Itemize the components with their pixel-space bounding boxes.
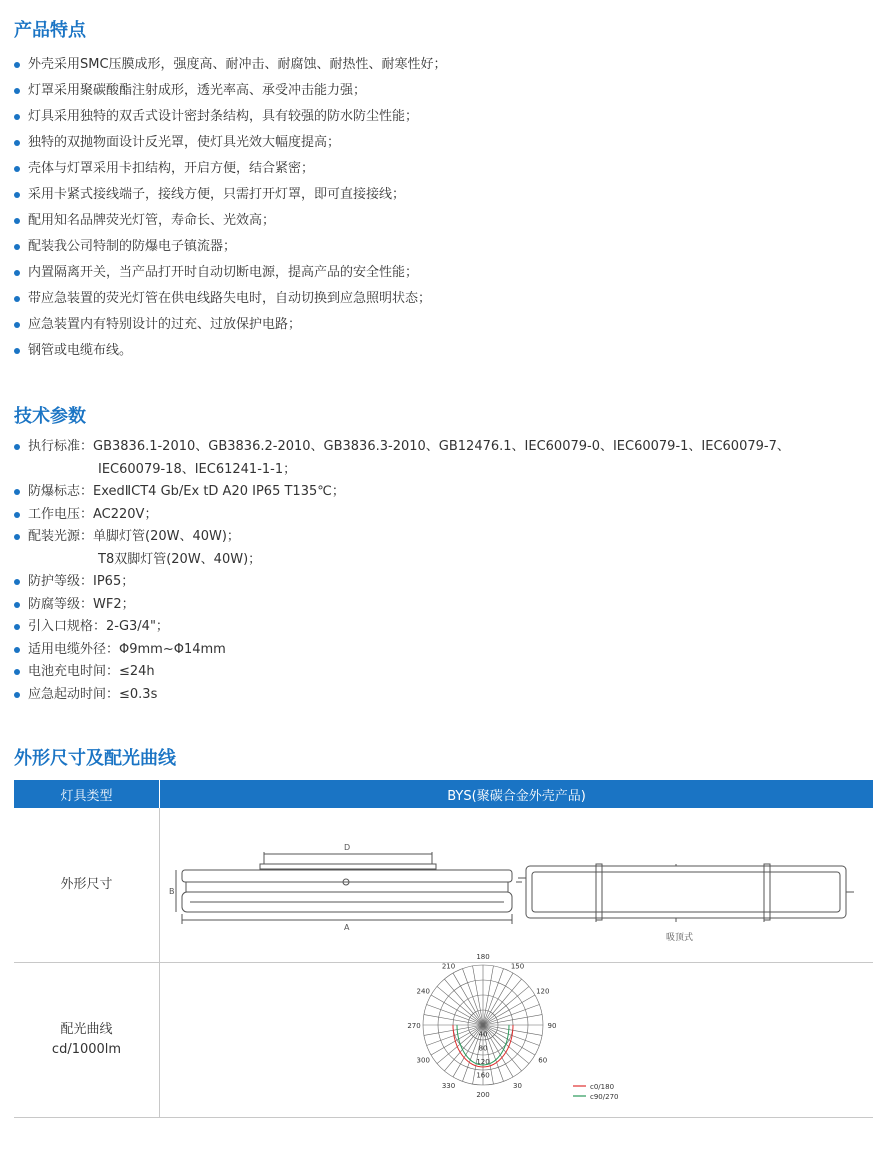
polar-angle-label: 210 [441,962,456,971]
polar-angle-label: 30 [513,1081,522,1090]
bullet-dot [14,602,20,608]
feature-item [14,234,874,260]
spec-start [14,684,874,707]
row-label-dimensions: 外形尺寸 [14,808,160,963]
bullet-dot [14,218,20,224]
bullet-dot [14,270,20,276]
polar-angle-label: 240 [416,987,430,996]
bullet-dot [14,512,20,518]
spec-start-text: 应急起动时间：≤0.3s [28,686,158,702]
bullet-dot [14,624,20,630]
table-row-photometric [14,963,873,1118]
spec-lamp-line2: T8双脚灯管(20W、40W)； [98,551,262,567]
feature-text: 灯具采用独特的双舌式设计密封条结构，具有较强的防水防尘性能； [28,109,419,124]
row-label-photometric-1: 配光曲线 [60,1022,113,1037]
specs-list [14,436,874,706]
label-b: B [169,887,175,896]
spec-standard-line2: IEC60079-18、IEC61241-1-1； [98,461,297,477]
bullet-dot [14,322,20,328]
dimensions-table [14,780,873,1118]
row-label-photometric-2: cd/1000lm [51,1042,122,1057]
legend-c90-label: c90/270 [590,1093,619,1101]
bullet-dot [14,534,20,540]
feature-item [14,208,874,234]
features-list [14,52,874,364]
table-row-dimensions [14,808,873,963]
feature-item [14,260,874,286]
polar-radial-label: 120 [476,1058,490,1067]
specs-title: 技术参数 [14,406,86,427]
feature-item [14,104,874,130]
polar-radial-label: 80 [478,1044,488,1053]
spec-charge-text: 电池充电时间：≤24h [28,664,155,679]
bullet-dot [14,62,20,68]
spec-ip [14,571,874,594]
spec-exmark [14,481,874,504]
polar-angle-label: 300 [416,1056,430,1065]
bullet-dot [14,140,20,146]
spec-standard [14,436,874,481]
photometric-cell [160,953,874,1118]
feature-item [14,182,874,208]
body-mid [186,882,508,892]
polar-angle-label: 60 [538,1056,548,1065]
feature-item [14,338,874,364]
polar-legend [573,1083,618,1101]
spec-corrosion [14,594,874,617]
feature-text: 采用卡紧式接线端子，接线方便，只需打开灯罩，即可直接接线； [28,187,406,202]
bullet-dot [14,444,20,450]
polar-angle-label: 150 [510,962,525,971]
feature-text: 外壳采用SMC压膜成形，强度高、耐冲击、耐腐蚀、耐热性、耐寒性好； [28,57,447,72]
spec-voltage [14,504,874,527]
bullet-dot [14,88,20,94]
mount-label: 吸顶式 [666,933,694,943]
polar-radial-label: 160 [476,1071,490,1080]
spec-inlet-text: 引入口规格：2-G3/4"； [28,619,169,634]
header-lamp-type: 灯具类型 [14,780,160,808]
spec-standard-line1: GB3836.1-2010、GB3836.2-2010、GB3836.3-2010、GB12476.1、IEC60079-0、IEC60079-1、IEC60079-7、 [93,439,790,454]
features-title: 产品特点 [14,20,86,41]
feature-text: 带应急装置的荧光灯管在供电线路失电时，自动切换到应急照明状态； [28,291,432,306]
bullet-dot [14,296,20,302]
bullet-dot [14,244,20,250]
bullet-dot [14,579,20,585]
row-label-photometric [14,963,160,1118]
bullet-dot [14,489,20,495]
spec-standard-label: 执行标准： [28,439,94,454]
feature-item [14,286,874,312]
polar-diagram [160,953,872,1113]
polar-angle-label: 90 [547,1022,557,1030]
header-product: BYS(聚碳合金外壳产品) [160,780,874,808]
spec-charge [14,661,874,684]
bullet-dot [14,114,20,120]
dimension-drawing [160,808,872,958]
polar-angle-label: 120 [536,987,550,996]
table-header-row [14,780,873,808]
feature-text: 内置隔离开关，当产品打开时自动切断电源，提高产品的安全性能； [28,265,419,280]
feature-text: 壳体与灯罩采用卡扣结构，开启方便，结合紧密； [28,161,315,176]
polar-angle-label: 200 [476,1091,490,1099]
bullet-dot [14,647,20,653]
bracket-top [260,864,436,869]
spec-cable-text: 适用电缆外径：Φ9mm~Φ14mm [28,641,226,657]
bullet-dot [14,166,20,172]
body-top [182,870,512,882]
label-d: D [344,843,351,852]
label-a: A [344,923,350,932]
feature-item [14,78,874,104]
feature-text: 配装我公司特制的防爆电子镇流器； [28,239,237,254]
spec-ip-text: 防护等级：IP65； [28,574,135,589]
top-view-inner [532,872,840,912]
dimension-drawing-cell [160,808,874,963]
spec-exmark-text: 防爆标志：ExedⅡCT4 Gb/Ex tD A20 IP65 T135℃； [28,484,345,499]
spec-lamp-line1: 配装光源：单脚灯管(20W、40W)； [28,529,240,544]
spec-corrosion-text: 防腐等级：WF2； [28,596,135,612]
top-view-outer [526,866,846,918]
spec-lamp [14,526,874,571]
spec-inlet [14,616,874,639]
feature-item [14,156,874,182]
spec-cable [14,639,874,662]
dimensions-title: 外形尺寸及配光曲线 [14,748,176,769]
feature-item [14,52,874,78]
feature-text: 配用知名品牌荧光灯管，寿命长、光效高； [28,213,276,228]
bullet-dot [14,692,20,698]
polar-angle-label: 180 [476,953,490,961]
feature-item [14,130,874,156]
polar-angle-label: 270 [407,1022,421,1030]
legend-c0-label: c0/180 [590,1083,615,1091]
bullet-dot [14,669,20,675]
feature-text: 应急装置内有特别设计的过充、过放保护电路； [28,317,302,332]
polar-radial-label: 40 [478,1030,488,1039]
polar-angle-label: 330 [441,1081,456,1090]
bullet-dot [14,192,20,198]
feature-text: 独特的双抛物面设计反光罩，使灯具光效大幅度提高； [28,135,341,150]
feature-item [14,312,874,338]
feature-text: 灯罩采用聚碳酸酯注射成形，透光率高、承受冲击能力强； [28,83,367,98]
feature-text: 钢管或电缆布线。 [28,343,133,358]
spec-voltage-text: 工作电压：AC220V； [28,506,158,522]
bullet-dot [14,348,20,354]
